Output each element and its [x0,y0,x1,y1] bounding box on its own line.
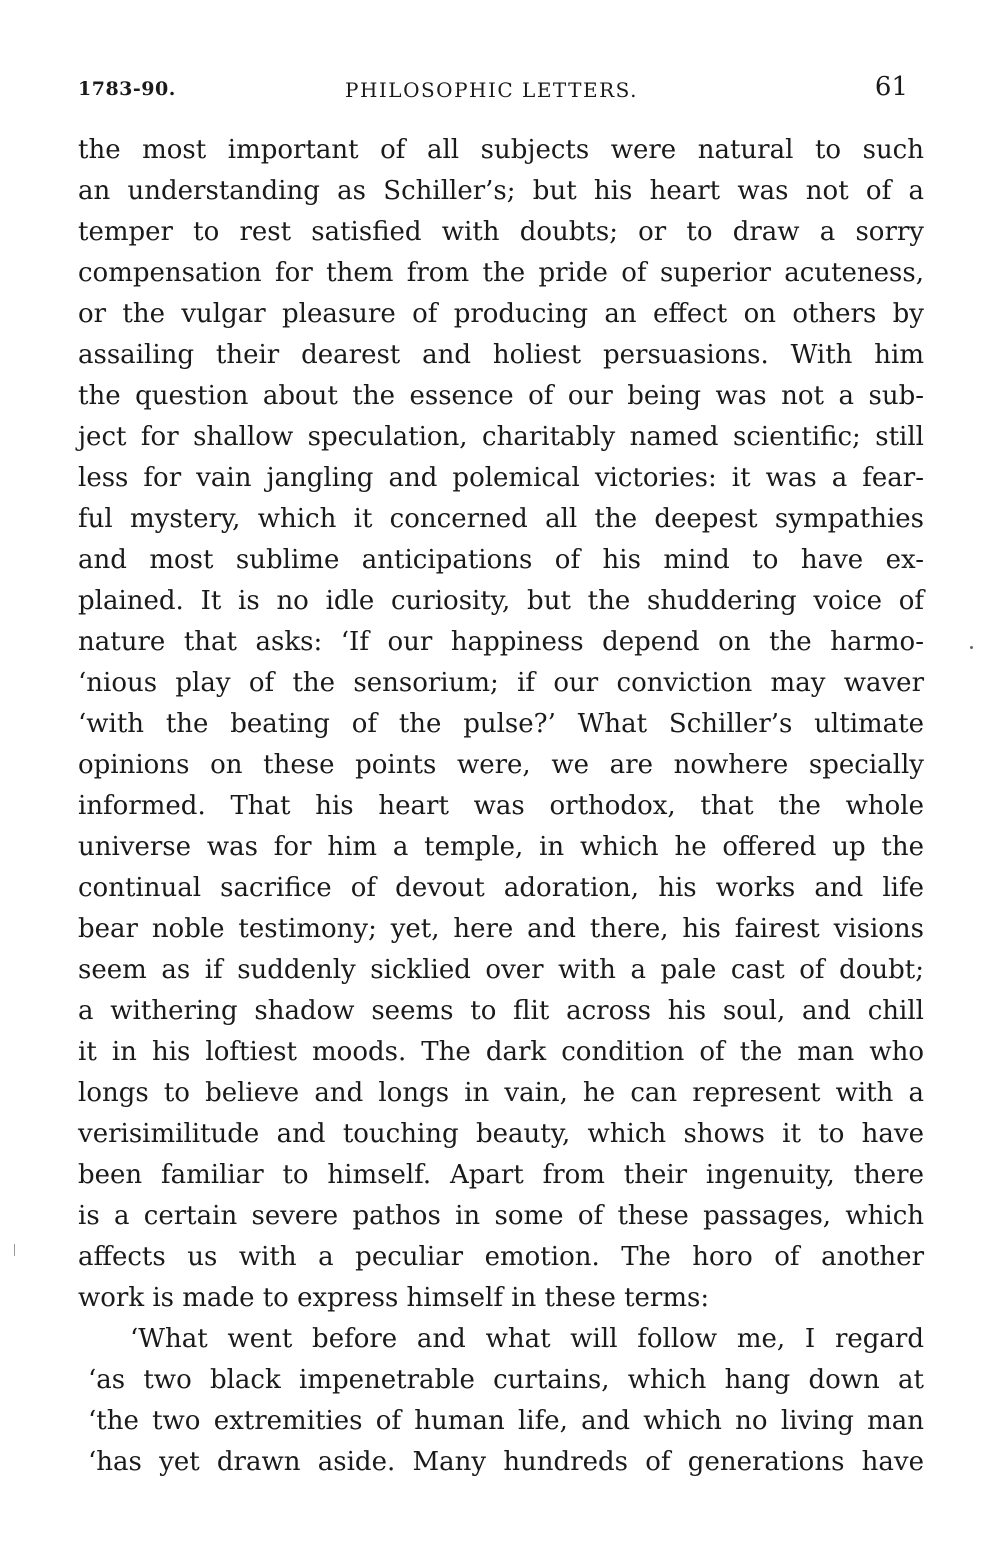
text-line: an understanding as Schiller’s; but his heart was not of a [78,176,924,206]
text-line: it in his loftiest moods. The dark condition of the man who [78,1037,924,1067]
scan-speck [970,646,973,649]
text-line: temper to rest satisfied with doubts; or to draw a sorry [78,217,924,247]
text-line: ‘with the beating of the pulse?’ What Schiller’s ultimate [78,709,924,739]
text-line: assailing their dearest and holiest persuasions. With him [78,340,924,370]
text-line: nature that asks: ‘If our happiness depend on the harmo- [78,627,924,657]
body-text [78,130,924,1483]
text-line: and most sublime anticipations of his mind to have ex- [78,545,924,575]
text-line: informed. That his heart was orthodox, that the whole [78,791,924,821]
margin-mark [14,1244,15,1256]
text-line: a withering shadow seems to flit across his soul, and chill [78,996,924,1026]
text-line: bear noble testimony; yet, here and there, his fairest visions [78,914,924,944]
text-line: or the vulgar pleasure of producing an effect on others by [78,299,924,329]
quote-line: ‘What went before and what will follow me, I regard [130,1324,924,1354]
running-head [78,72,908,108]
quote-line: ‘the two extremities of human life, and which no living man [88,1406,924,1436]
text-line: the most important of all subjects were natural to such [78,135,924,165]
text-line: ‘nious play of the sensorium; if our conviction may waver [78,668,924,698]
text-line: longs to believe and longs in vain, he can represent with a [78,1078,924,1108]
text-line: affects us with a peculiar emotion. The horo of another [78,1242,924,1272]
text-line: seem as if suddenly sicklied over with a pale cast of doubt; [78,955,924,985]
text-line: universe was for him a temple, in which he offered up the [78,832,924,862]
text-line: work is made to express himself in these terms: [78,1283,710,1313]
running-title: PHILOSOPHIC LETTERS. [345,78,638,102]
text-line: verisimilitude and touching beauty, which shows it to have [78,1119,924,1149]
quote-line: ‘has yet drawn aside. Many hundreds of generations have [88,1447,924,1477]
date-range: 1783-90. [78,78,176,100]
text-line: is a certain severe pathos in some of these passages, which [78,1201,924,1231]
quote-line: ‘as two black impenetrable curtains, which hang down at [88,1365,924,1395]
text-line: ject for shallow speculation, charitably named scientific; still [78,422,924,452]
text-line: compensation for them from the pride of superior acuteness, [78,258,924,288]
text-line: the question about the essence of our being was not a sub- [78,381,924,411]
text-line: been familiar to himself. Apart from their ingenuity, there [78,1160,924,1190]
text-line: opinions on these points were, we are nowhere specially [78,750,924,780]
text-line: ful mystery, which it concerned all the deepest sympathies [78,504,924,534]
text-line: less for vain jangling and polemical victories: it was a fear- [78,463,924,493]
page-number: 61 [874,72,908,102]
text-line: continual sacrifice of devout adoration, his works and life [78,873,924,903]
text-line: plained. It is no idle curiosity, but the shuddering voice of [78,586,924,616]
